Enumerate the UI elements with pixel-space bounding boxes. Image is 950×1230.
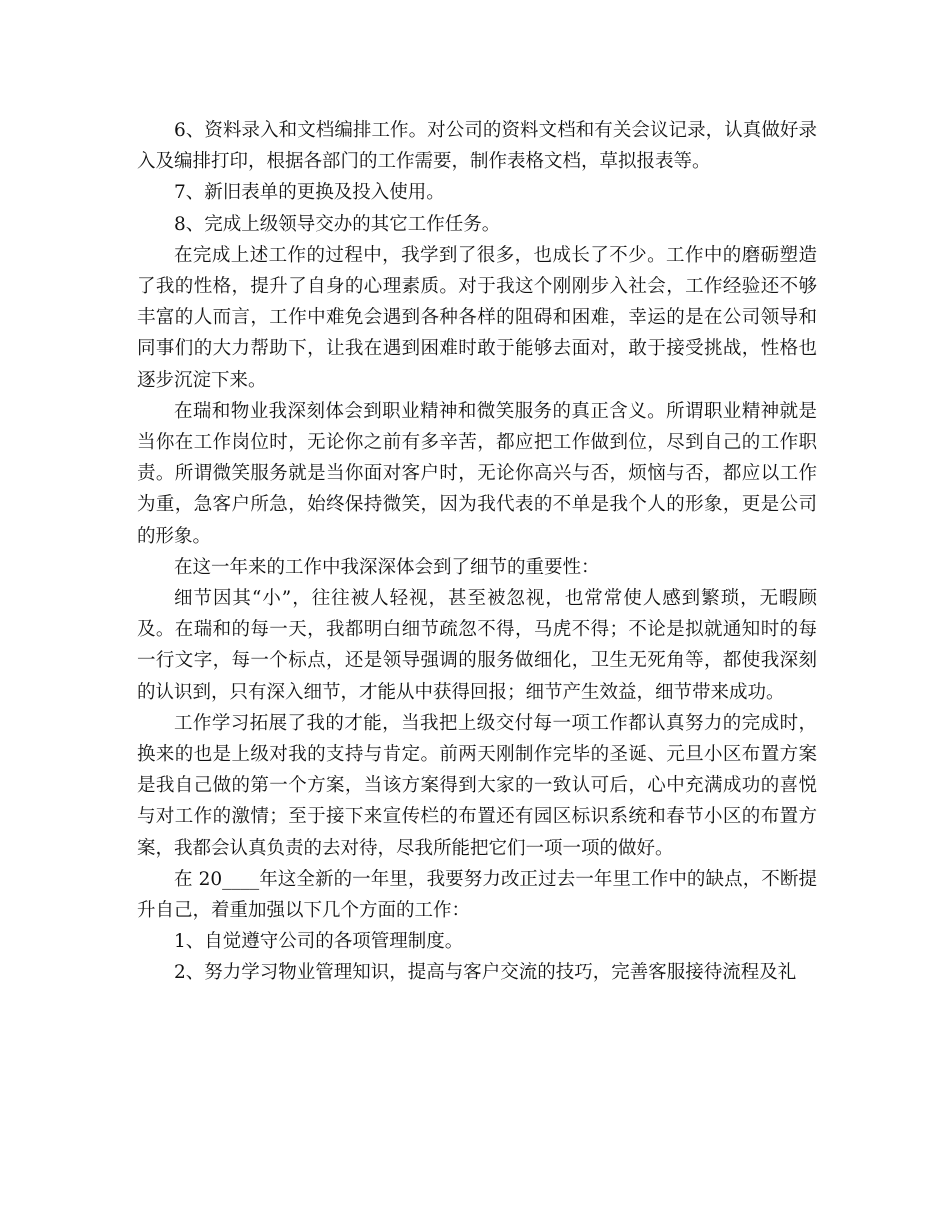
paragraph: 在 20____年这全新的一年里，我要努力改正过去一年里工作中的缺点，不断提升自己，着重加强以下几个方面的工作： xyxy=(137,868,817,922)
paragraph: 在完成上述工作的过程中，我学到了很多，也成长了不少。工作中的磨砺塑造了我的性格，提升了自身的心理素质。对于我这个刚刚步入社会，工作经验还不够丰富的人而言，工作中难免会遇到各种各样的阻碍和困难，幸运的是在公司领导和同事们的大力帮助下，让我在遇到困难时敢于能够去面对，敢于接受挑战，性格也逐步沉淀下来。 xyxy=(137,244,817,391)
paragraph: 在瑞和物业我深刻体会到职业精神和微笑服务的真正含义。所谓职业精神就是当你在工作岗位时，无论你之前有多辛苦，都应把工作做到位，尽到自己的工作职责。所谓微笑服务就是当你面对客户时，无论你高兴与否，烦恼与否，都应以工作为重，急客户所急，始终保持微笑，因为我代表的不单是我个人的形象，更是公司的形象。 xyxy=(137,400,817,547)
paragraph: 1、自觉遵守公司的各项管理制度。 xyxy=(174,931,464,953)
paragraph: 7、新旧表单的更换及投入使用。 xyxy=(174,182,445,204)
paragraph: 在这一年来的工作中我深深体会到了细节的重要性： xyxy=(174,556,600,578)
paragraph: 工作学习拓展了我的才能，当我把上级交付每一项工作都认真努力的完成时，换来的也是上级对我的支持与肯定。前两天刚制作完毕的圣诞、元旦小区布置方案是我自己做的第一个方案，当该方案得到大家的一致认可后，心中充满成功的喜悦与对工作的激情；至于接下来宣传栏的布置还有园区标识系统和春节小区的布置方案，我都会认真负责的去对待，尽我所能把它们一项一项的做好。 xyxy=(137,712,817,859)
paragraph: 细节因其“小”，往往被人轻视，甚至被忽视，也常常使人感到繁琐，无暇顾及。在瑞和的每一天，我都明白细节疏忽不得，马虎不得；不论是拟就通知时的每一行文字，每一个标点，还是领导强调的服务做细化，卫生无死角等，都使我深刻的认识到，只有深入细节，才能从中获得回报；细节产生效益，细节带来成功。 xyxy=(137,588,817,703)
paragraph: 6、资料录入和文档编排工作。对公司的资料文档和有关会议记录，认真做好录入及编排打印，根据各部门的工作需要，制作表格文档，草拟报表等。 xyxy=(137,120,817,173)
paragraph: 2、努力学习物业管理知识，提高与客户交流的技巧，完善客服接待流程及礼 xyxy=(174,962,797,984)
document-body xyxy=(137,115,817,989)
paragraph: 8、完成上级领导交办的其它工作任务。 xyxy=(174,213,501,235)
